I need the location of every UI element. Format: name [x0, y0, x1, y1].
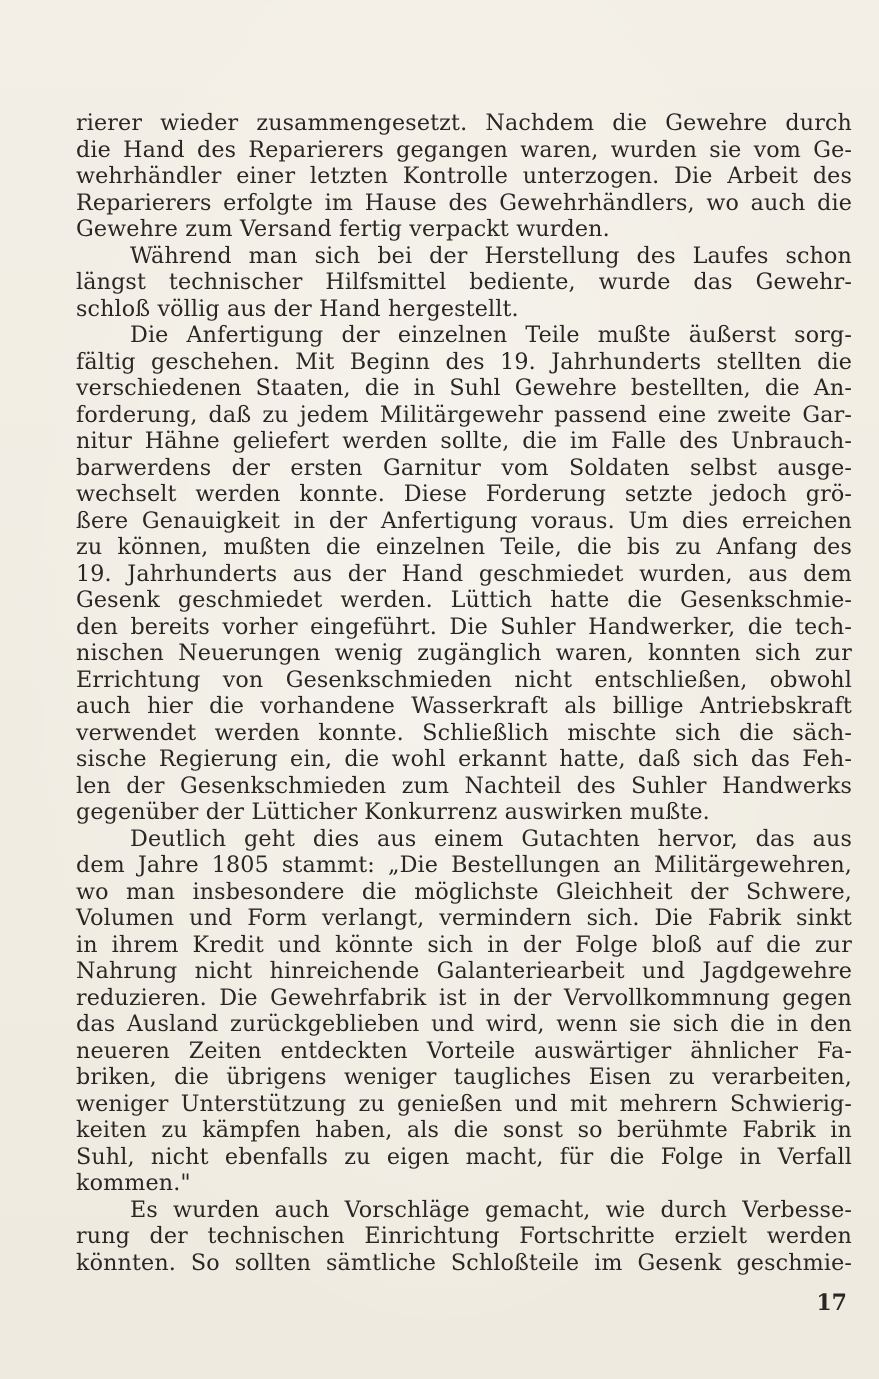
- text-line: Reparierers erfolgte im Hause des Gewehrhändlers, wo auch die: [76, 189, 852, 216]
- text-line: barwerdens der ersten Garnitur vom Soldaten selbst ausge-: [76, 454, 852, 481]
- text-line: gegenüber der Lütticher Konkurrenz auswirken mußte.: [76, 799, 710, 825]
- text-line: Während man sich bei der Herstellung des Laufes schon: [130, 242, 852, 269]
- text-line: sische Regierung ein, die wohl erkannt hatte, daß sich das Feh-: [76, 746, 852, 772]
- text-line: Nahrung nicht hinreichende Galanteriearbeit und Jagdgewehre: [76, 958, 852, 984]
- text-line: könnten. So sollten sämtliche Schloßteile im Gesenk geschmie-: [76, 1249, 852, 1276]
- text-line: kommen.": [76, 1170, 191, 1196]
- text-line: das Ausland zurückgeblieben und wird, wenn sie sich die in den: [76, 1011, 852, 1037]
- text-line: Gewehre zum Versand fertig verpackt wurden.: [76, 216, 610, 242]
- text-line: wo man insbesondere die möglichste Gleichheit der Schwere,: [76, 878, 852, 905]
- text-line: dem Jahre 1805 stammt: „Die Bestellungen an Militärgewehren,: [76, 852, 852, 878]
- text-line: Gesenk geschmiedet werden. Lüttich hatte die Gesenkschmie-: [76, 587, 852, 613]
- text-line: wechselt werden konnte. Diese Forderung setzte jedoch grö-: [76, 481, 852, 507]
- text-line: wehrhändler einer letzten Kontrolle unterzogen. Die Arbeit des: [76, 163, 852, 189]
- text-line: keiten zu kämpfen haben, als die sonst so berühmte Fabrik in: [76, 1117, 852, 1143]
- text-line: weniger Unterstützung zu genießen und mit mehrern Schwierig-: [76, 1090, 852, 1117]
- text-line: längst technischer Hilfsmittel bediente, wurde das Gewehr-: [76, 269, 852, 295]
- text-line: reduzieren. Die Gewehrfabrik ist in der Vervollkommnung gegen: [76, 984, 852, 1011]
- text-line: verwendet werden konnte. Schließlich mischte sich die säch-: [76, 719, 852, 746]
- text-line: zu können, mußten die einzelnen Teile, die bis zu Anfang des: [76, 534, 852, 560]
- text-line: Volumen und Form verlangt, vermindern sich. Die Fabrik sinkt: [76, 905, 852, 931]
- text-line: Es wurden auch Vorschläge gemacht, wie durch Verbesse-: [130, 1196, 852, 1223]
- text-line: in ihrem Kredit und könnte sich in der Folge bloß auf die zur: [76, 931, 852, 958]
- page-number: 17: [816, 1290, 847, 1316]
- text-line: len der Gesenkschmieden zum Nachteil des Suhler Handwerks: [76, 772, 852, 799]
- text-line: die Hand des Reparierers gegangen waren, wurden sie vom Ge-: [76, 136, 852, 163]
- text-line: Deutlich geht dies aus einem Gutachten hervor, das aus: [130, 825, 852, 852]
- text-line: briken, die übrigens weniger taugliches Eisen zu verarbeiten,: [76, 1064, 852, 1090]
- text-line: verschiedenen Staaten, die in Suhl Gewehre bestellten, die An-: [76, 375, 852, 401]
- text-line: Suhl, nicht ebenfalls zu eigen macht, für die Folge in Verfall: [76, 1143, 852, 1170]
- text-line: nischen Neuerungen wenig zugänglich waren, konnten sich zur: [76, 640, 852, 666]
- text-line: ßere Genauigkeit in der Anfertigung voraus. Um dies erreichen: [76, 507, 852, 534]
- text-line: auch hier die vorhandene Wasserkraft als billige Antriebskraft: [76, 693, 852, 719]
- text-line: rierer wieder zusammengesetzt. Nachdem die Gewehre durch: [76, 110, 852, 136]
- body-text: [76, 110, 852, 1276]
- text-line: fältig geschehen. Mit Beginn des 19. Jahrhunderts stellten die: [76, 348, 852, 375]
- text-line: nitur Hähne geliefert werden sollte, die im Falle des Unbrauch-: [76, 428, 852, 454]
- text-line: rung der technischen Einrichtung Fortschritte erzielt werden: [76, 1223, 852, 1249]
- text-line: den bereits vorher eingeführt. Die Suhler Handwerker, die tech-: [76, 613, 852, 640]
- text-line: 19. Jahrhunderts aus der Hand geschmiedet wurden, aus dem: [76, 560, 852, 587]
- text-line: Die Anfertigung der einzelnen Teile mußte äußerst sorg-: [130, 322, 852, 348]
- text-line: neueren Zeiten entdeckten Vorteile auswärtiger ähnlicher Fa-: [76, 1037, 852, 1064]
- text-line: forderung, daß zu jedem Militärgewehr passend eine zweite Gar-: [76, 401, 852, 428]
- text-line: schloß völlig aus der Hand hergestellt.: [76, 295, 519, 322]
- text-line: Errichtung von Gesenkschmieden nicht entschließen, obwohl: [76, 666, 852, 693]
